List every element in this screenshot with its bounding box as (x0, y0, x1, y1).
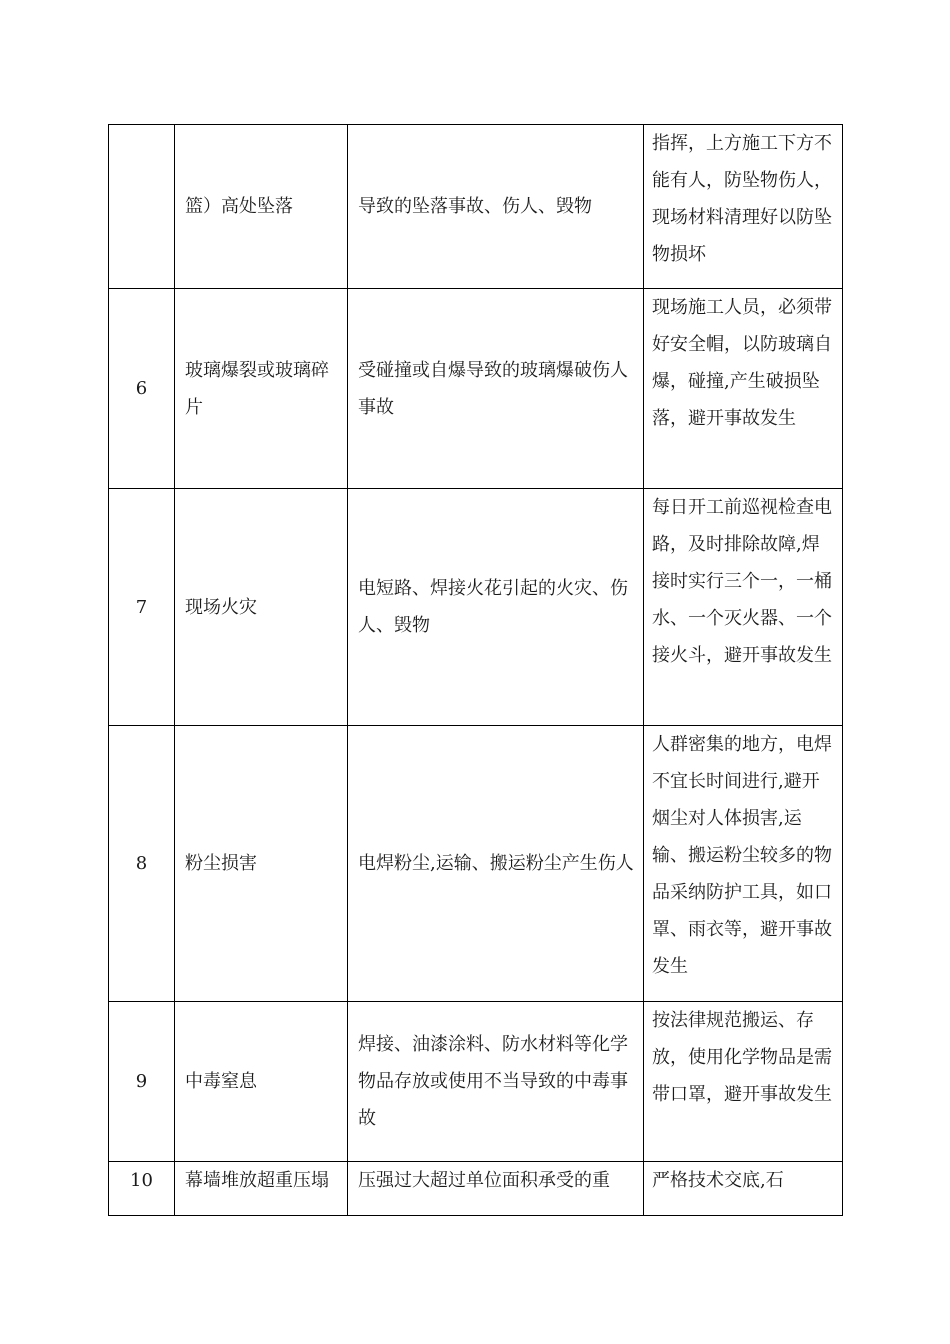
row-number: 10 (109, 1162, 175, 1216)
cause-cell: 受碰撞或自爆导致的玻璃爆破伤人事故 (348, 289, 644, 489)
measure-cell: 按法律规范搬运、存放，使用化学物品是需带口罩，避开事故发生 (644, 1002, 843, 1162)
measure-cell: 严格技术交底,石 (644, 1162, 843, 1216)
hazard-table (108, 124, 843, 1216)
table-row (109, 726, 843, 1002)
table-row (109, 289, 843, 489)
row-number: 7 (109, 489, 175, 726)
hazard-cell: 现场火灾 (175, 489, 348, 726)
table-row (109, 1002, 843, 1162)
measure-cell: 每日开工前巡视检查电路，及时排除故障,焊接时实行三个一，一桶水、一个灭火器、一个接火斗，避开事故发生 (644, 489, 843, 726)
measure-cell: 现场施工人员，必须带好安全帽，以防玻璃自爆，碰撞,产生破损坠落，避开事故发生 (644, 289, 843, 489)
hazard-cell: 篮）高处坠落 (175, 125, 348, 289)
measure-cell: 指挥，上方施工下方不能有人，防坠物伤人，现场材料清理好以防坠物损坏 (644, 125, 843, 289)
measure-cell: 人群密集的地方，电焊不宜长时间进行,避开烟尘对人体损害,运输、搬运粉尘较多的物品采纳防护工具，如口罩、雨衣等，避开事故发生 (644, 726, 843, 1002)
table-row (109, 125, 843, 289)
row-number (109, 125, 175, 289)
table-row (109, 1162, 843, 1216)
row-number: 9 (109, 1002, 175, 1162)
table-row (109, 489, 843, 726)
hazard-cell: 中毒窒息 (175, 1002, 348, 1162)
hazard-cell: 粉尘损害 (175, 726, 348, 1002)
hazard-cell: 幕墙堆放超重压塌 (175, 1162, 348, 1216)
cause-cell: 导致的坠落事故、伤人、毁物 (348, 125, 644, 289)
row-number: 6 (109, 289, 175, 489)
cause-cell: 压强过大超过单位面积承受的重 (348, 1162, 644, 1216)
cause-cell: 电焊粉尘,运输、搬运粉尘产生伤人 (348, 726, 644, 1002)
row-number: 8 (109, 726, 175, 1002)
cause-cell: 电短路、焊接火花引起的火灾、伤人、毁物 (348, 489, 644, 726)
cause-cell: 焊接、油漆涂料、防水材料等化学物品存放或使用不当导致的中毒事故 (348, 1002, 644, 1162)
hazard-cell: 玻璃爆裂或玻璃碎片 (175, 289, 348, 489)
